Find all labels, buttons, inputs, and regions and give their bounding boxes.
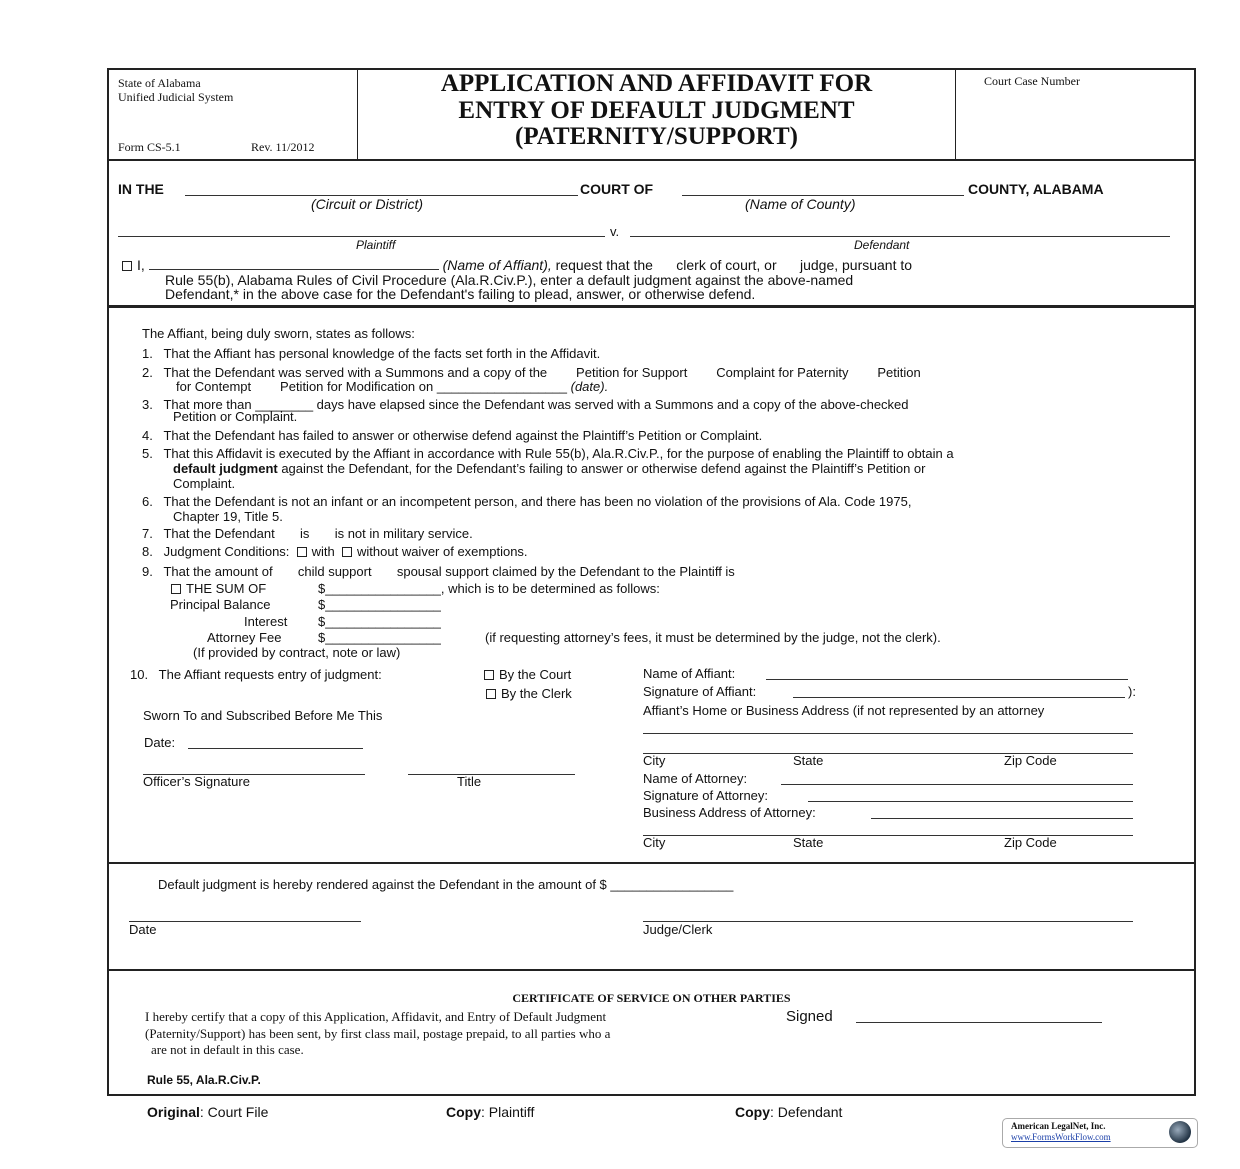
item-5-cont2: Complaint. (173, 476, 236, 491)
sig-close: ): (1128, 684, 1136, 699)
plaintiff-field[interactable] (118, 236, 605, 237)
title-line-3: (PATERNITY/SUPPORT) (515, 123, 798, 150)
item-7: 7. That the Defendant is is not in military service. (142, 526, 473, 541)
defendant-field[interactable] (630, 236, 1170, 237)
officer-signature-label: Officer’s Signature (143, 774, 250, 789)
city-label-2: City (643, 835, 666, 850)
judgment-date-field[interactable] (129, 921, 361, 922)
item-5-text: against the Defendant, for the Defendant’s failing to answer or otherwise defend against the Plaintiff’s Petition or (277, 461, 926, 476)
divider (107, 305, 1196, 308)
by-court-checkbox[interactable] (484, 670, 494, 680)
without-checkbox[interactable] (342, 547, 352, 557)
case-number-label: Court Case Number (984, 74, 1080, 88)
certificate-line-2: (Paternity/Support) has been sent, by first class mail, postage prepaid, to all parties who a (145, 1026, 611, 1041)
request-line-3: Defendant,* in the above case for the Defendant's failing to plead, answer, or otherwise defend. (165, 286, 756, 302)
divider (955, 68, 956, 160)
by-clerk-option[interactable] (486, 686, 572, 701)
contract-note: (If provided by contract, note or law) (193, 645, 401, 660)
item-3: 3. That more than ________ days have elapsed since the Defendant was served with a Summons and a copy of the above-checked (142, 397, 909, 412)
state-label: State (793, 753, 824, 768)
default-judgment-bold: default judgment (173, 461, 278, 476)
in-the-label: IN THE (118, 181, 164, 197)
title-line-1: APPLICATION AND AFFIDAVIT FOR (440, 70, 873, 97)
sum-field[interactable]: $________________, which is to be determined as follows: (318, 581, 660, 596)
certificate-line-1: I hereby certify that a copy of this Application, Affidavit, and Entry of Default Judgment (145, 1009, 607, 1024)
sum-checkbox[interactable] (171, 584, 181, 594)
address-label: Affiant’s Home or Business Address (if not represented by an attorney (643, 703, 1045, 718)
sworn-date-field[interactable] (188, 748, 363, 749)
title-line-2: ENTRY OF DEFAULT JUDGMENT (458, 97, 855, 124)
item-8-text: 8. Judgment Conditions: (142, 544, 290, 559)
date-hint: (date). (570, 379, 609, 394)
signed-field[interactable] (856, 1022, 1102, 1023)
form-number: Form CS-5.1 (118, 140, 181, 154)
by-court-option[interactable] (484, 667, 571, 682)
rule-label: Rule 55, Ala.R.Civ.P. (147, 1073, 261, 1087)
certificate-line-3: are not in default in this case. (151, 1042, 304, 1057)
zip-label: Zip Code (1004, 753, 1057, 768)
address-field[interactable] (643, 733, 1133, 734)
divider (107, 862, 1196, 864)
attorney-fee-field[interactable]: $________________ (318, 630, 441, 645)
globe-icon (1169, 1121, 1191, 1143)
interest-field[interactable]: $________________ (318, 614, 441, 629)
logo-url[interactable]: www.FormsWorkFlow.com (1011, 1132, 1111, 1142)
by-clerk-checkbox[interactable] (486, 689, 496, 699)
divider (107, 159, 1196, 161)
logo-company: American LegalNet, Inc. (1011, 1121, 1106, 1131)
judge-clerk-label: Judge/Clerk (643, 922, 713, 937)
state-label-2: State (793, 835, 824, 850)
frame-right (1194, 68, 1196, 1096)
copy-label: Copy (735, 1104, 770, 1120)
affiant-hint: (Name of Affiant), (442, 257, 552, 273)
frame-bottom (107, 1094, 1196, 1096)
item-6: 6. That the Defendant is not an infant or an incompetent person, and there has been no violation of the provisions of Ala. Code 1975, (142, 494, 912, 509)
fee-note: (if requesting attorney’s fees, it must be determined by the judge, not the clerk). (485, 630, 941, 645)
principal-label: Principal Balance (170, 597, 271, 612)
original-label: Original (147, 1104, 200, 1120)
business-address-label: Business Address of Attorney: (643, 805, 816, 820)
title-label: Title (457, 774, 482, 789)
copy-defendant (735, 1105, 842, 1120)
circuit-hint: (Circuit or District) (311, 196, 423, 212)
item-4: 4. That the Defendant has failed to answer or otherwise defend against the Plaintiff’s Petition or Complaint. (142, 428, 763, 443)
original-dest: : Court File (199, 1104, 269, 1120)
signature-attorney-label: Signature of Attorney: (643, 788, 769, 803)
original-court-file (147, 1105, 268, 1120)
county-alabama-label: COUNTY, ALABAMA (968, 181, 1104, 197)
signature-attorney-field[interactable] (808, 801, 1133, 802)
request-line-2: Rule 55(b), Alabama Rules of Civil Procedure (Ala.R.Civ.P.), enter a default judgment against the above-named (165, 272, 854, 288)
affidavit-intro: The Affiant, being duly sworn, states as follows: (142, 326, 415, 341)
item-6-cont: Chapter 19, Title 5. (173, 509, 283, 524)
item-9: 9. That the amount of child support spousal support claimed by the Defendant to the Plaintiff is (142, 564, 735, 579)
request-checkbox[interactable] (122, 261, 132, 271)
with-label: with (311, 544, 335, 559)
versus: v. (610, 224, 620, 239)
copy-dest: : Plaintiff (481, 1104, 535, 1120)
item-5: 5. That this Affidavit is executed by the Affiant in accordance with Rule 55(b), Ala.R.Civ.P., for the purpose of enabling the Plaintiff to obtain a (142, 446, 954, 461)
name-attorney-field[interactable] (781, 784, 1133, 785)
by-court-label: By the Court (499, 667, 572, 682)
affiant-name-field[interactable] (149, 269, 439, 270)
request-line-1 (122, 258, 912, 273)
copy-label: Copy (446, 1104, 481, 1120)
without-label: without waiver of exemptions. (357, 544, 528, 559)
name-affiant-label: Name of Affiant: (643, 666, 736, 681)
divider (107, 969, 1196, 971)
item-8 (142, 544, 528, 559)
date-label: Date: (144, 735, 176, 750)
name-affiant-field[interactable] (766, 679, 1128, 680)
signature-affiant-field[interactable] (793, 697, 1125, 698)
city-state-zip-field[interactable] (643, 753, 1133, 754)
signature-affiant-label: Signature of Affiant: (643, 684, 757, 699)
judgment-text: Default judgment is hereby rendered against the Defendant in the amount of $ _________________ (158, 877, 734, 892)
item-3-cont: Petition or Complaint. (173, 409, 298, 424)
principal-field[interactable]: $________________ (318, 597, 441, 612)
certificate-title: CERTIFICATE OF SERVICE ON OTHER PARTIES (512, 991, 791, 1005)
item-10: 10. The Affiant requests entry of judgment: (130, 667, 382, 682)
business-address-field[interactable] (871, 818, 1133, 819)
item-5-cont (173, 461, 925, 476)
plaintiff-label: Plaintiff (356, 238, 396, 252)
interest-label: Interest (244, 614, 288, 629)
zip-label-2: Zip Code (1004, 835, 1057, 850)
with-checkbox[interactable] (297, 547, 307, 557)
sum-row (171, 581, 266, 596)
frame-left (107, 68, 109, 1096)
request-text: request that the clerk of court, or judge, pursuant to (555, 257, 913, 273)
officer-title-field[interactable] (408, 774, 575, 775)
signed-label: Signed (786, 1008, 833, 1025)
name-attorney-label: Name of Attorney: (643, 771, 748, 786)
sworn-label: Sworn To and Subscribed Before Me This (143, 708, 383, 723)
court-of-label: COURT OF (580, 181, 654, 197)
copy-dest: : Defendant (770, 1104, 843, 1120)
sum-label: THE SUM OF (186, 581, 267, 596)
city-label: City (643, 753, 666, 768)
system-label: Unified Judicial System (118, 90, 234, 104)
request-i: I, (137, 257, 145, 273)
item-2: 2. That the Defendant was served with a Summons and a copy of the Petition for Support Complaint for Paternity Petition (142, 365, 921, 380)
by-clerk-label: By the Clerk (501, 686, 572, 701)
item-1: 1. That the Affiant has personal knowledge of the facts set forth in the Affidavit. (142, 346, 601, 361)
county-hint: (Name of County) (745, 196, 856, 212)
attorney-city-field[interactable] (643, 835, 1133, 836)
copy-plaintiff (446, 1105, 534, 1120)
attorney-fee-label: Attorney Fee (207, 630, 282, 645)
state-label: State of Alabama (118, 76, 201, 90)
defendant-label: Defendant (854, 238, 910, 252)
revision: Rev. 11/2012 (251, 140, 315, 154)
judge-signature-field[interactable] (643, 921, 1133, 922)
item-2-cont (176, 379, 608, 394)
item-2-text: for Contempt Petition for Modification on __________________ (176, 379, 567, 394)
legalnet-logo[interactable] (1002, 1118, 1198, 1148)
judgment-date-label: Date (129, 922, 157, 937)
